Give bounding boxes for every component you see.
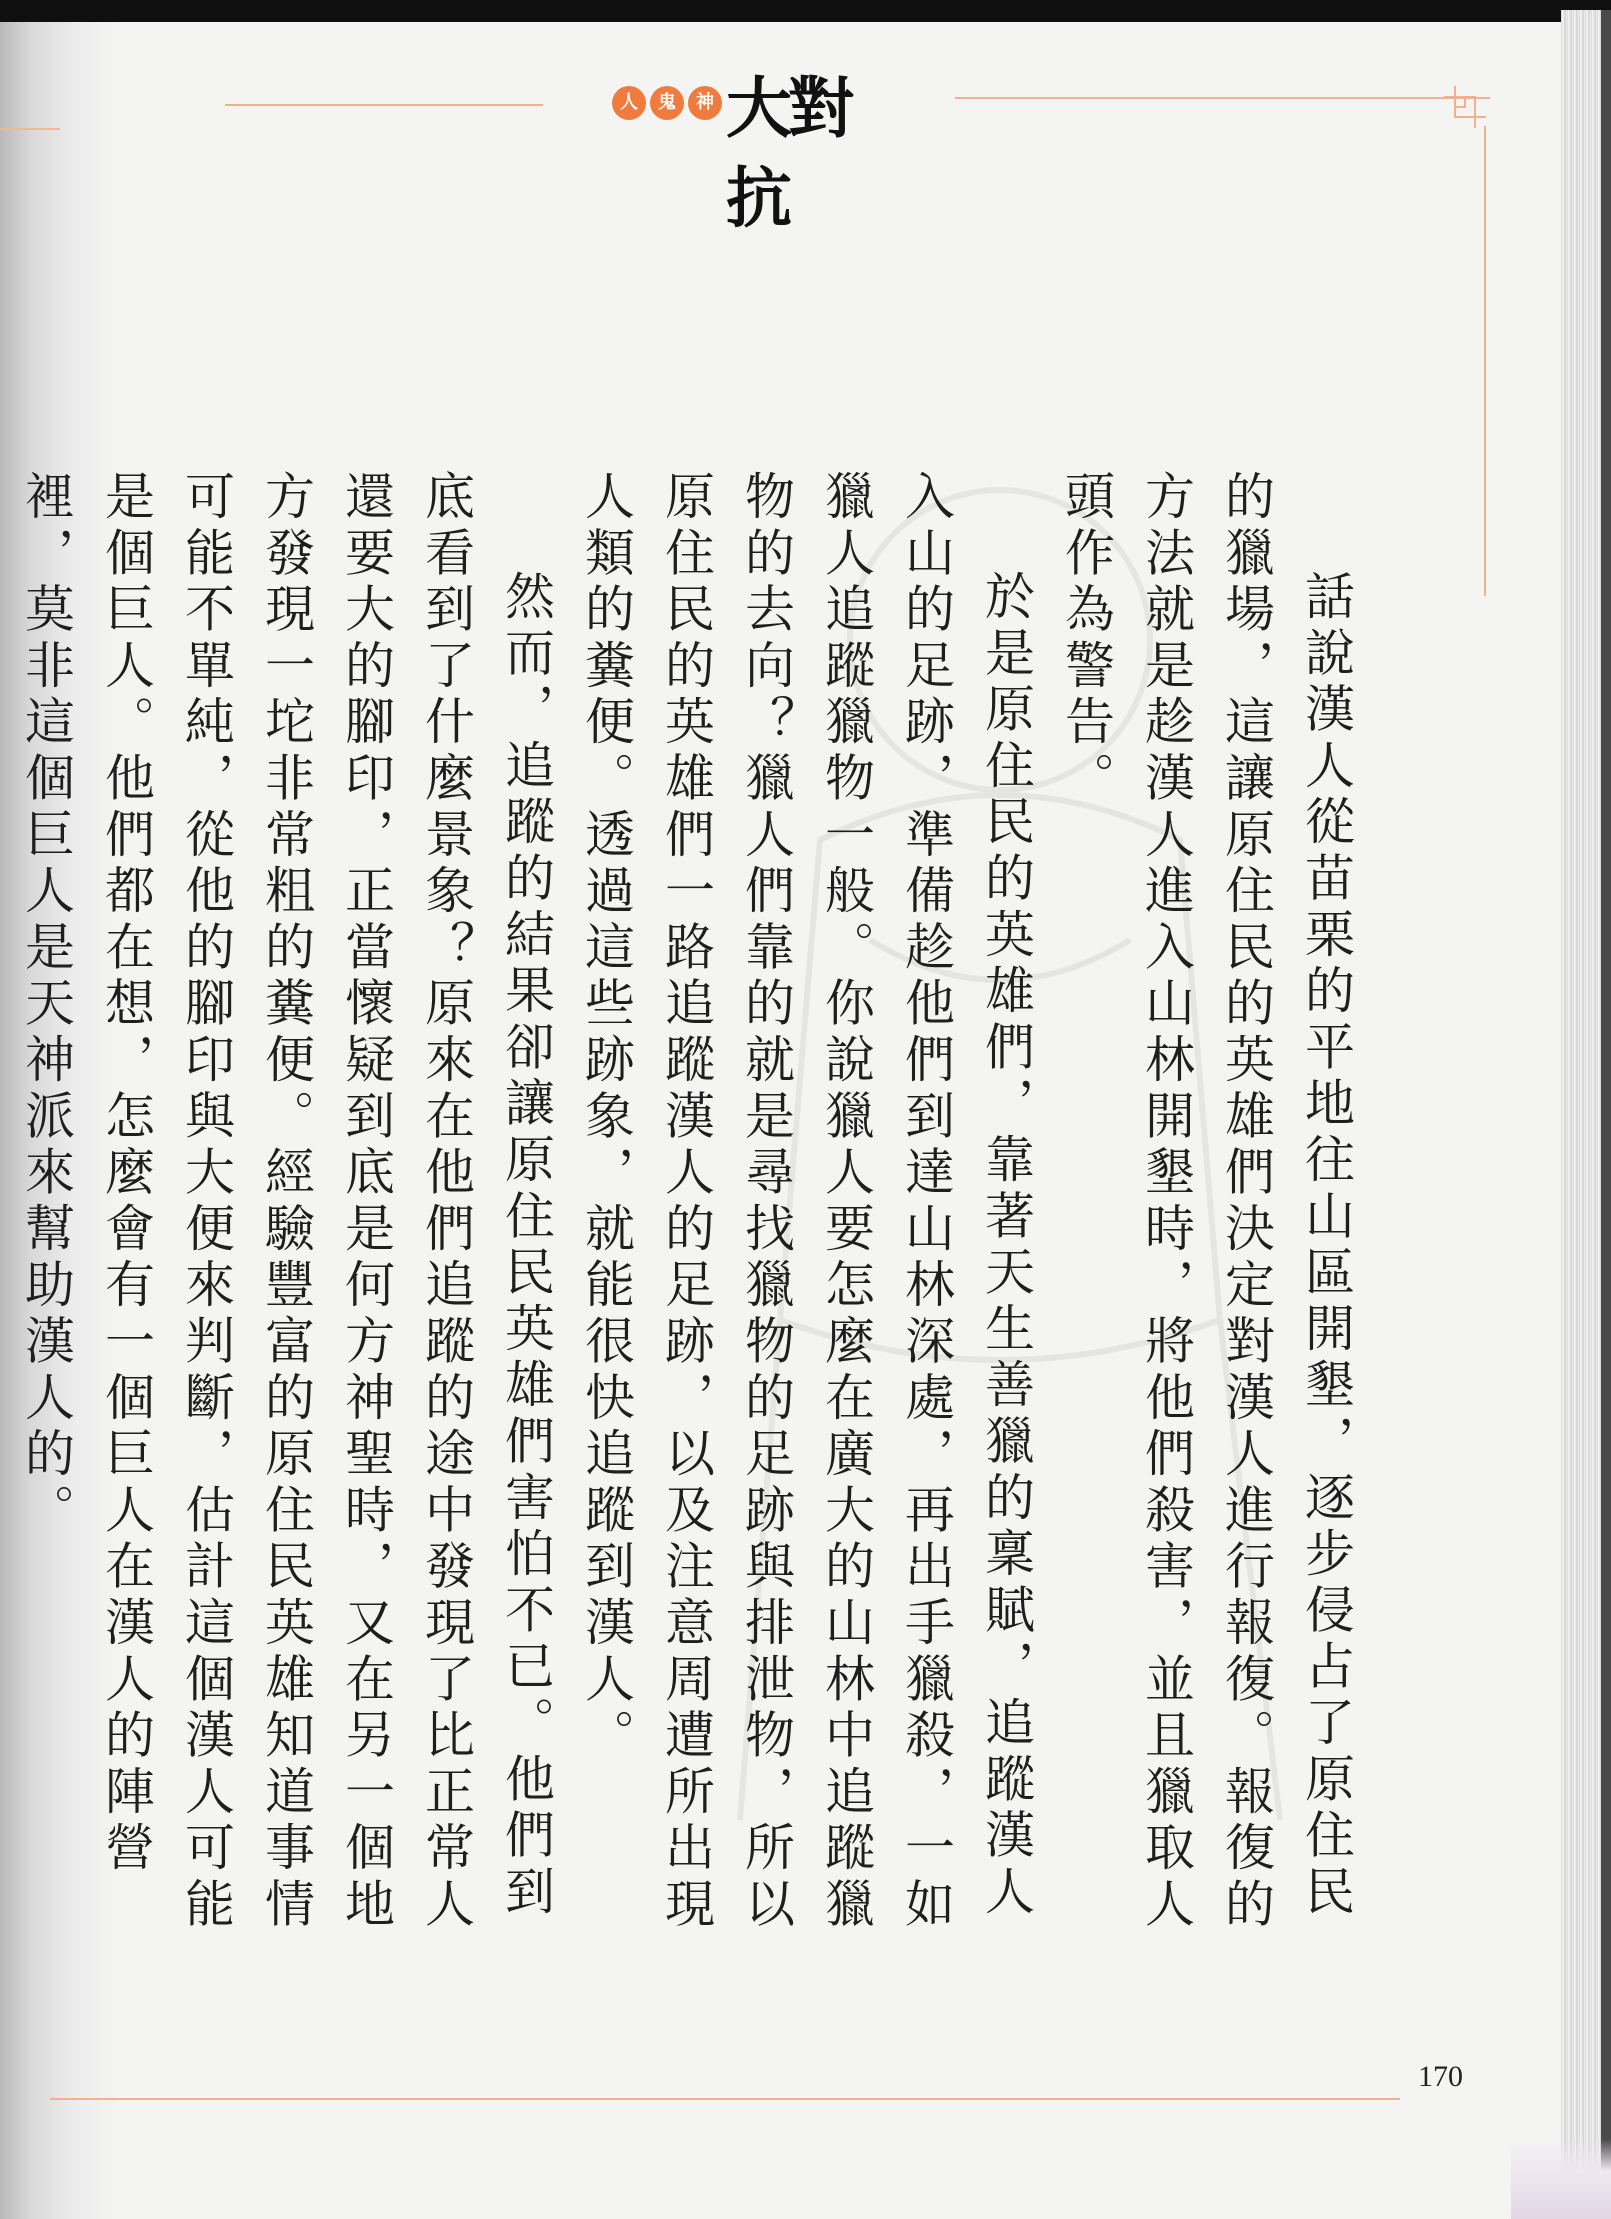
- page-number: 170: [1418, 2060, 1463, 2093]
- frame-corner-ornament: [1444, 86, 1486, 128]
- page-stack-shadow: [1601, 10, 1611, 2219]
- page-stack-tint: [1511, 2139, 1611, 2219]
- header-rule-left: [225, 104, 543, 106]
- logo-badge: 鬼: [650, 86, 684, 120]
- logo-badge: 神: [688, 86, 722, 120]
- logo-title: 大對抗: [726, 70, 850, 237]
- paragraph: 然而，追蹤的結果卻讓原住民英雄們害怕不已。他們到底看到了什麼景象？原來在他們追蹤的途中發現了比正常人還要大的腳印，正當懷疑到底是何方神聖時，又在另一個地方發現一坨非常粗的糞便。經驗豐富的原住民英雄知道事情可能不單純，從他的腳印與大便來判斷，估計這個漢人可能是個巨人。他們都在想，怎麼會有一個巨人在漢人的陣營裡，莫非這個巨人是天神派來幫助漢人的。: [17, 470, 555, 1934]
- body-text: [17, 470, 1366, 1940]
- facing-page-rule: [0, 128, 60, 130]
- paragraph: 於是原住民的英雄們，靠著天生善獵的稟賦，追蹤漢人入山的足跡，準備趁他們到達山林深處，再出手獵殺，一如獵人追蹤獵物一般。你說獵人要怎麼在廣大的山林中追蹤獵物的去向？獵人們靠的就是尋找獵物的足跡與排泄物，所以原住民的英雄們一路追蹤漢人的足跡，以及注意周遭所出現人類的糞便。透過這些跡象，就能很快追蹤到漢人。: [577, 470, 1035, 1934]
- scanner-border: [0, 0, 1611, 22]
- footer-rule: [50, 2098, 1400, 2100]
- header-rule-right: [955, 97, 1490, 99]
- logo-badge: 人: [612, 86, 646, 120]
- book-logo: [612, 64, 892, 237]
- paragraph: 話說漢人從苗栗的平地往山區開墾，逐步侵占了原住民的獵場，這讓原住民的英雄們決定對漢人進行報復。報復的方法就是趁漢人進入山林開墾時，將他們殺害，並且獵取人頭作為警告。: [1057, 470, 1355, 1934]
- frame-vertical-rule: [1484, 126, 1486, 596]
